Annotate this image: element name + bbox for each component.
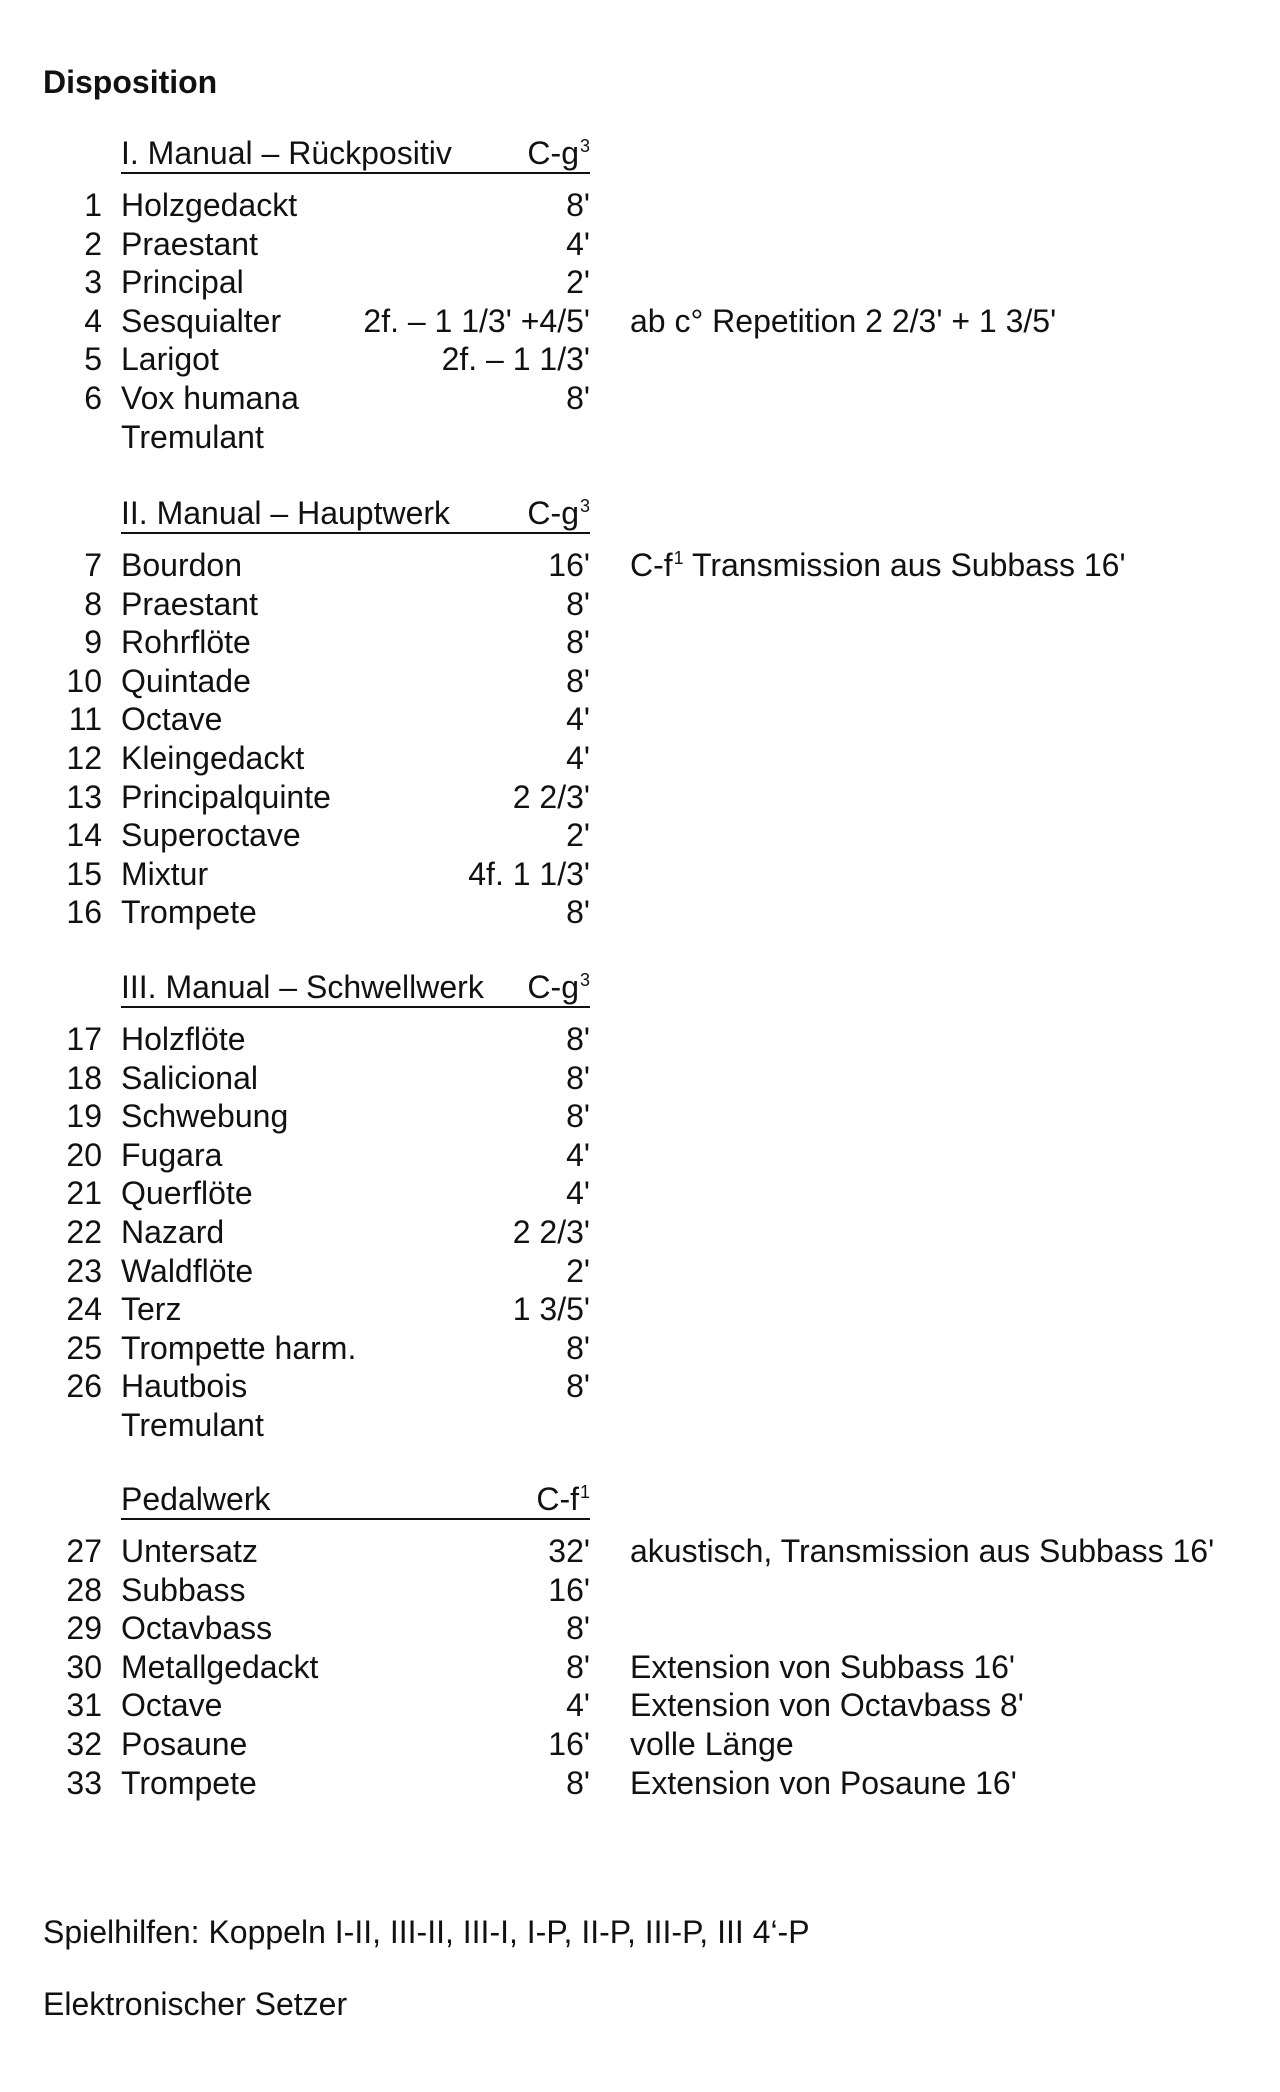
stop-row <box>0 1290 1280 1329</box>
stop-number: 16 <box>66 894 102 931</box>
stop-number: 32 <box>66 1725 102 1762</box>
stop-name: Fugara <box>121 1136 223 1173</box>
stop-number: 3 <box>84 264 102 301</box>
stop-number: 33 <box>66 1764 102 1801</box>
section-name: Pedalwerk <box>121 1481 271 1517</box>
stop-row <box>0 1059 1280 1098</box>
stop-name: Mixtur <box>121 855 209 892</box>
stop-number: 15 <box>66 855 102 892</box>
stop-note: Extension von Subbass 16' <box>630 1648 1016 1685</box>
stop-pitch: 16' <box>548 1571 590 1608</box>
stop-row <box>0 1725 1280 1764</box>
stop-pitch: 2' <box>566 1252 590 1289</box>
stop-name: Nazard <box>121 1213 225 1250</box>
stop-number: 6 <box>84 379 102 416</box>
stop-note <box>630 546 1126 590</box>
stop-name: Rohrflöte <box>121 624 251 661</box>
stop-name: Trompette harm. <box>121 1329 357 1366</box>
section-range-superscript: 3 <box>579 496 590 516</box>
stop-number: 22 <box>66 1213 102 1250</box>
stop-row <box>0 1609 1280 1648</box>
section-range-superscript: 1 <box>579 1482 590 1502</box>
stop-name: Waldflöte <box>121 1252 254 1289</box>
stop-name: Tremulant <box>121 1406 264 1443</box>
stop-name: Sesquialter <box>121 302 282 339</box>
stop-row <box>0 1329 1280 1368</box>
stop-number: 11 <box>68 701 102 738</box>
stop-name: Holzflöte <box>121 1021 246 1057</box>
stop-name: Kleingedackt <box>121 739 305 776</box>
stop-name: Praestant <box>121 585 258 622</box>
setzer-text: Elektronischer Setzer <box>43 1986 348 2022</box>
stop-name: Posaune <box>121 1725 248 1762</box>
stop-pitch: 8' <box>566 894 590 931</box>
stop-pitch: 4' <box>566 1136 590 1173</box>
stop-pitch: 4' <box>566 225 590 262</box>
stop-name: Octave <box>121 701 223 738</box>
stop-name: Octavbass <box>121 1610 273 1647</box>
stop-pitch: 4f. 1 1/3' <box>468 855 590 892</box>
stop-row <box>0 1648 1280 1687</box>
stop-note: ab c° Repetition 2 2/3' + 1 3/5' <box>630 302 1057 339</box>
stop-number: 21 <box>66 1175 102 1212</box>
stop-row <box>0 1252 1280 1291</box>
stop-pitch: 8' <box>566 585 590 622</box>
stop-name: Holzgedackt <box>121 187 298 223</box>
section-name: II. Manual – Hauptwerk <box>121 495 451 531</box>
stop-list <box>0 1020 1280 1445</box>
stop-name: Untersatz <box>121 1533 258 1569</box>
stop-pitch: 8' <box>566 187 590 223</box>
stop-row <box>0 1367 1280 1406</box>
stop-pitch: 2 2/3' <box>512 778 590 815</box>
stop-name: Bourdon <box>121 547 242 583</box>
stop-row <box>0 379 1280 418</box>
stop-number: 5 <box>84 341 102 378</box>
section-range-base: C-g <box>527 135 579 171</box>
stop-name: Tremulant <box>121 418 264 455</box>
stop-name: Trompete <box>121 1764 257 1801</box>
stop-row <box>0 1097 1280 1136</box>
stop-pitch: 8' <box>566 1329 590 1366</box>
section-header <box>121 134 590 174</box>
stop-number: 31 <box>66 1687 102 1724</box>
stop-row <box>0 1213 1280 1252</box>
stop-pitch: 4' <box>566 739 590 776</box>
section-range-base: C-g <box>527 495 579 531</box>
stop-name: Superoctave <box>121 817 301 854</box>
stop-name: Vox humana <box>121 379 299 416</box>
stop-row <box>0 302 1280 341</box>
stop-pitch: 4' <box>566 1175 590 1212</box>
stop-note-superscript: 1 <box>673 548 684 568</box>
stop-name: Hautbois <box>121 1368 248 1405</box>
stop-row <box>0 893 1280 932</box>
stop-pitch: 32' <box>548 1533 590 1569</box>
stop-number: 1 <box>84 187 102 223</box>
section-range <box>527 494 590 537</box>
stop-row <box>0 1571 1280 1610</box>
stop-list <box>0 186 1280 456</box>
stop-name: Terz <box>121 1291 182 1328</box>
stop-name: Larigot <box>121 341 219 378</box>
stop-name: Metallgedackt <box>121 1648 319 1685</box>
stop-row <box>0 340 1280 379</box>
section-range-base: C-f <box>536 1481 579 1517</box>
stop-pitch: 4' <box>566 701 590 738</box>
stop-pitch: 2f. – 1 1/3' <box>441 341 590 378</box>
stop-pitch: 2f. – 1 1/3' +4/5' <box>363 302 590 339</box>
stop-name: Salicional <box>121 1059 258 1096</box>
stop-pitch: 8' <box>566 1764 590 1801</box>
stop-name: Trompete <box>121 894 257 931</box>
stop-row <box>0 1406 1280 1445</box>
stop-pitch: 16' <box>548 547 590 583</box>
stop-row <box>0 1020 1280 1059</box>
stop-name: Principal <box>121 264 244 301</box>
stop-note: Extension von Posaune 16' <box>630 1764 1017 1801</box>
stop-pitch: 2' <box>566 817 590 854</box>
stop-pitch: 8' <box>566 379 590 416</box>
stop-row <box>0 855 1280 894</box>
stop-number: 29 <box>66 1610 102 1647</box>
stop-name: Praestant <box>121 225 258 262</box>
stop-pitch: 16' <box>548 1725 590 1762</box>
stop-note: akustisch, Transmission aus Subbass 16' <box>630 1533 1215 1569</box>
stop-note: volle Länge <box>630 1725 794 1762</box>
stop-row <box>0 816 1280 855</box>
stop-name: Subbass <box>121 1571 246 1608</box>
stop-note: Extension von Octavbass 8' <box>630 1687 1024 1724</box>
stop-row <box>0 1532 1280 1571</box>
stop-pitch: 8' <box>566 1098 590 1135</box>
spielhilfen-text: Spielhilfen: Koppeln I-II, III-II, III-I, I-P, II-P, III-P, III 4‘-P <box>43 1914 810 1950</box>
stop-pitch: 8' <box>566 624 590 661</box>
stop-number: 10 <box>66 662 102 699</box>
stop-number: 4 <box>84 302 102 339</box>
stop-pitch: 4' <box>566 1687 590 1724</box>
stop-note-base: C-f <box>630 547 673 583</box>
stop-number: 28 <box>66 1571 102 1608</box>
stop-number: 12 <box>66 739 102 776</box>
section-name: III. Manual – Schwellwerk <box>121 969 484 1005</box>
section-name: I. Manual – Rückpositiv <box>121 135 452 171</box>
stop-row <box>0 186 1280 225</box>
stop-name: Octave <box>121 1687 223 1724</box>
stop-row <box>0 662 1280 701</box>
stop-row <box>0 1174 1280 1213</box>
section-range-base: C-g <box>527 969 579 1005</box>
stop-number: 27 <box>66 1533 102 1569</box>
stop-number: 18 <box>66 1059 102 1096</box>
stop-pitch: 8' <box>566 1059 590 1096</box>
stop-row <box>0 585 1280 624</box>
stop-row <box>0 1136 1280 1175</box>
stop-number: 13 <box>66 778 102 815</box>
stop-row <box>0 263 1280 302</box>
stop-pitch: 1 3/5' <box>512 1291 590 1328</box>
stop-number: 2 <box>84 225 102 262</box>
stop-pitch: 2 2/3' <box>512 1213 590 1250</box>
stop-row <box>0 418 1280 457</box>
section-header <box>121 1480 590 1520</box>
section-header <box>121 494 590 534</box>
stop-number: 24 <box>66 1291 102 1328</box>
section-header <box>121 968 590 1008</box>
stop-name: Principalquinte <box>121 778 331 815</box>
stop-pitch: 8' <box>566 1648 590 1685</box>
stop-number: 9 <box>84 624 102 661</box>
stop-note-rest: Transmission aus Subbass 16' <box>683 547 1126 583</box>
stop-pitch: 8' <box>566 1610 590 1647</box>
stop-number: 26 <box>66 1368 102 1405</box>
stop-number: 7 <box>84 547 102 583</box>
stop-number: 20 <box>66 1136 102 1173</box>
stop-number: 8 <box>84 585 102 622</box>
stop-row <box>0 1764 1280 1803</box>
stop-name: Querflöte <box>121 1175 253 1212</box>
stop-pitch: 8' <box>566 662 590 699</box>
stop-pitch: 2' <box>566 264 590 301</box>
section-range <box>536 1480 590 1523</box>
stop-number: 14 <box>66 817 102 854</box>
stop-row <box>0 739 1280 778</box>
section-range-superscript: 3 <box>579 970 590 990</box>
stop-row <box>0 225 1280 264</box>
stop-number: 23 <box>66 1252 102 1289</box>
stop-list <box>0 546 1280 932</box>
page-title: Disposition <box>43 64 218 100</box>
section-range-superscript: 3 <box>579 136 590 156</box>
stop-row <box>0 700 1280 739</box>
stop-row <box>0 1686 1280 1725</box>
section-range <box>527 134 590 177</box>
section-range <box>527 968 590 1011</box>
stop-list <box>0 1532 1280 1802</box>
stop-number: 17 <box>66 1021 102 1057</box>
stop-name: Quintade <box>121 662 251 699</box>
stop-name: Schwebung <box>121 1098 289 1135</box>
stop-row <box>0 778 1280 817</box>
stop-pitch: 8' <box>566 1021 590 1057</box>
stop-row <box>0 546 1280 585</box>
stop-pitch: 8' <box>566 1368 590 1405</box>
stop-row <box>0 623 1280 662</box>
stop-number: 25 <box>66 1329 102 1366</box>
stop-number: 30 <box>66 1648 102 1685</box>
stop-number: 19 <box>66 1098 102 1135</box>
